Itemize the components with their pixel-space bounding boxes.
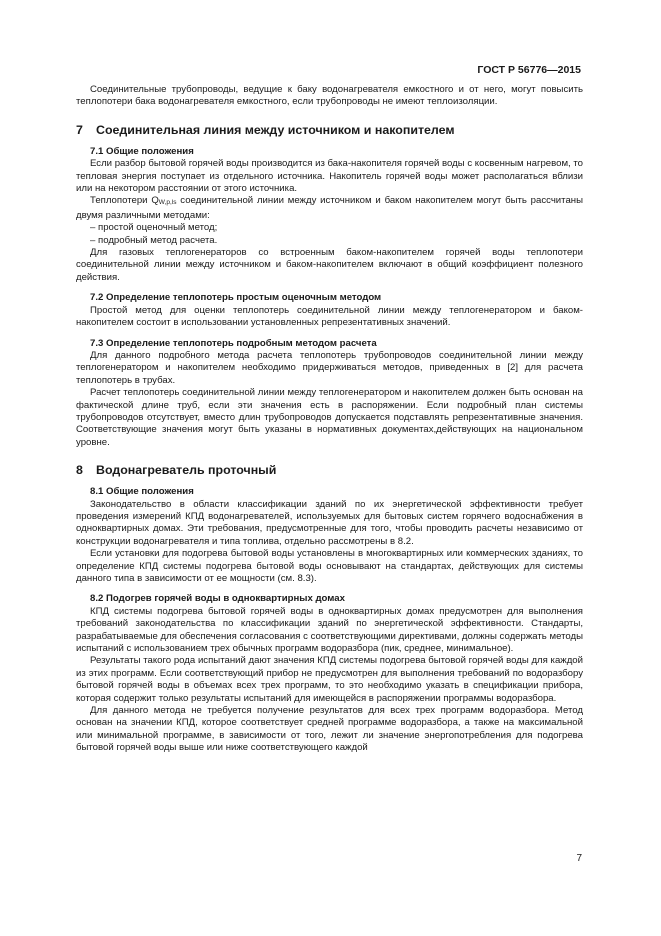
method-list-item: – простой оценочный метод;	[90, 222, 218, 234]
intro-paragraph: Соединительные трубопроводы, ведущие к баку водонагревателя емкостного и от него, могут повысить теплопотери бака водонагревателя емкостного, если трубопроводы не имеют теплоизоляции.	[76, 84, 583, 108]
method-list-item: – подробный метод расчета.	[90, 234, 218, 246]
section-8-2-p2: Результаты такого рода испытаний дают значения КПД системы подогрева бытовой горячей воды для каждой из этих программ. Если соответствующий прибор не предусмотрен для выполнения требований по водоразбору бытовой горячей воды в объемах всех трех программ, то это необходимо указать в спецификации прибора, которая содержит только результаты испытаний для имеющейся в распоряжении программы водоразбора.	[76, 655, 583, 704]
section-8-2-heading: 8.2 Подогрев горячей воды в одноквартирных домах	[90, 593, 345, 605]
section-7-1-heading: 7.1 Общие положения	[90, 145, 194, 157]
section-8-1-p1: Законодательство в области классификации зданий по их энергетической эффективности требует проведения измерений КПД водонагревателей, используемых для бытовых систем горячего водоснабжения в одноквартирных домах. Эти требования, предусмотренные для того, чтобы проводить расчеты независимо от конструкции водонагревателя и типа топлива, отдельно рассмотрены в 8.2.	[76, 498, 583, 547]
section-7-2-p1: Простой метод для оценки теплопотерь соединительной линии между теплогенератором и баком-накопителем состоит в использовании установленных репрезентативных значений.	[76, 304, 583, 329]
section-7-heading	[76, 122, 583, 138]
page-number: 7	[576, 853, 582, 864]
document-id: ГОСТ Р 56776—2015	[477, 64, 581, 76]
section-8-number: 8	[76, 463, 83, 478]
section-7-1-p2: Теплопотери QW,p,ls соединительной линии между источником и баком накопителем могут быть рассчитаны двумя различными методами:	[76, 195, 583, 221]
section-8-1-p2: Если установки для подогрева бытовой воды установлены в многоквартирных или коммерческих зданиях, то определение КПД системы подогрева бытовой воды основывают на стандартах, действующих для системы данного типа в зависимости от ее мощности (см. 8.3).	[76, 548, 583, 584]
section-8-1-heading: 8.1 Общие положения	[90, 486, 194, 498]
section-7-3-p1: Для данного подробного метода расчета теплопотерь трубопроводов соединительной линии между теплогенератором и накопителем необходимо придерживаться методов, приведенных в [2] для расчета теплопотерь в трубах.	[76, 349, 583, 386]
section-7-1-p1: Если разбор бытовой горячей воды производится из бака-накопителя горячей воды с косвенным нагревом, то тепловая энергия поступает из отдельного источника. Накопитель горячей воды может располагаться вблизи или на некотором расстоянии от этого источника.	[76, 158, 583, 195]
section-7-1-p3: Для газовых теплогенераторов со встроенным баком-накопителем горячей воды теплопотери соединительной линии между источником и баком-накопителем включают в общий коэффициент полезного действия.	[76, 247, 583, 283]
page-content	[76, 84, 583, 755]
section-7-number: 7	[76, 122, 83, 137]
section-7-3-heading: 7.3 Определение теплопотерь подробным методом расчета	[90, 337, 377, 349]
section-8-2-p3: Для данного метода не требуется получение результатов для всех трех программ водоразбора. Метод основан на значении КПД, которое соответствует средней программе водоразбора, а также на максимальной или минимальной программе, в зависимости от того, лежит ли значение энергопотребления для подогрева бытовой горячей воды выше или ниже соответствующего каждой	[76, 705, 583, 754]
section-7-2-heading: 7.2 Определение теплопотерь простым оценочным методом	[90, 292, 382, 304]
section-8-heading	[76, 462, 583, 478]
section-7-3-p2: Расчет теплопотерь соединительной линии между теплогенератором и накопителем должен быть основан на фактической длине труб, если эти значения есть в распоряжении. Если подробный план системы трубопроводов отсутствует, вместо длин трубопроводов допускается подставлять репрезентативные значения. Соответствующие значения могут быть указаны в нормативных документах,действующих на национальном уровне.	[76, 387, 583, 448]
section-7-title: Соединительная линия между источником и накопителем	[96, 122, 455, 137]
section-8-title: Водонагреватель проточный	[96, 463, 277, 478]
section-8-2-p1: КПД системы подогрева бытовой горячей воды в одноквартирных домах предусмотрен для выполнения требований законодательства по классификации зданий по энергетической эффективности. Стандарты, разрабатываемые для обеспечения согласования с соответствующими директивами, должны содержать методы испытаний с использованием трех обычных программ водоразбора (пик, среднее, минимальное).	[76, 605, 583, 655]
